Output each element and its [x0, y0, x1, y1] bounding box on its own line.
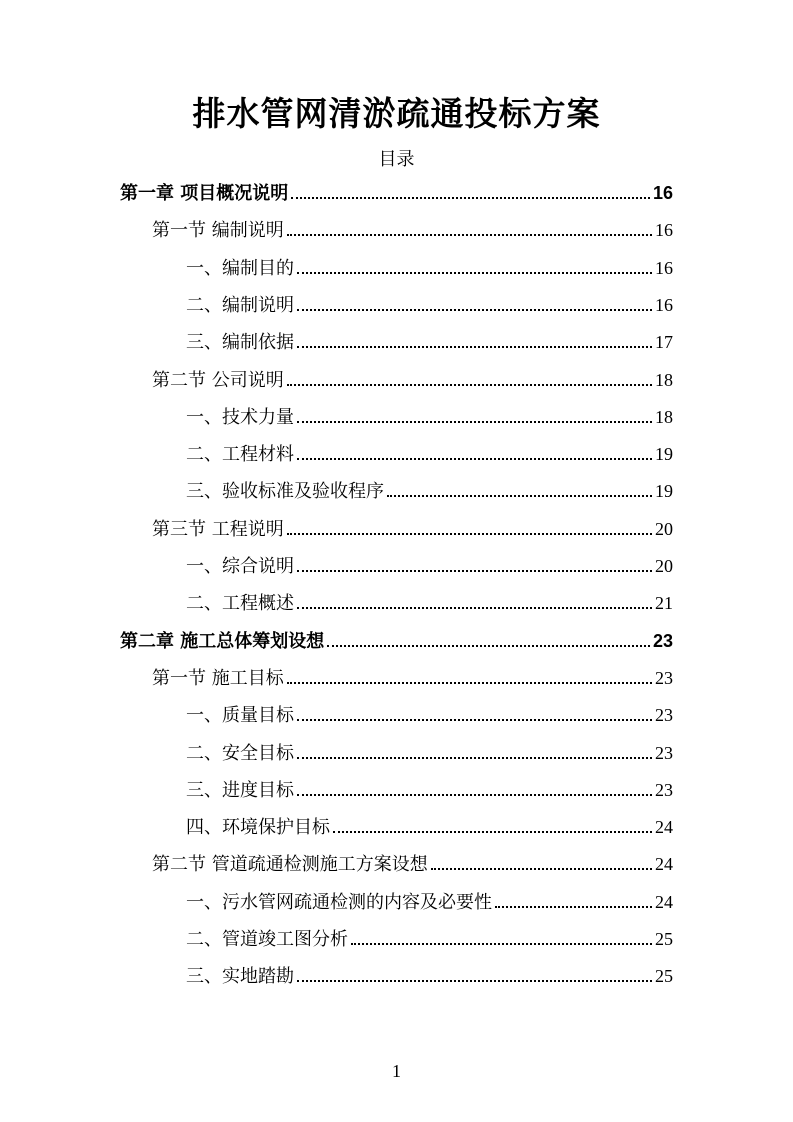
toc-dot-leader — [297, 458, 652, 460]
toc-entry-page: 23 — [652, 630, 673, 651]
toc-entry-page: 23 — [655, 667, 673, 688]
toc-entry-label: 二、管道竣工图分析 — [186, 929, 348, 950]
toc-dot-leader — [297, 421, 652, 423]
toc-entry-section[interactable] — [152, 218, 673, 242]
toc-entry-label: 第二章 施工总体筹划设想 — [120, 630, 325, 652]
toc-entry-item[interactable] — [186, 591, 673, 615]
toc-entry-page: 16 — [655, 257, 673, 278]
toc-entry-section[interactable] — [152, 666, 673, 690]
document-title: 排水管网清淤疏通投标方案 — [192, 94, 601, 133]
toc-entry-page: 25 — [655, 929, 673, 949]
toc-entry-page: 23 — [655, 742, 673, 763]
toc-dot-leader — [287, 682, 652, 684]
toc-entry-item[interactable] — [186, 741, 673, 765]
toc-dot-leader — [297, 719, 652, 721]
toc-dot-leader — [297, 980, 652, 982]
toc-dot-leader — [297, 607, 652, 609]
toc-entry-item[interactable] — [186, 479, 673, 503]
toc-dot-leader — [297, 309, 652, 311]
toc-entry-label: 三、编制依据 — [186, 332, 294, 354]
toc-entry-page: 19 — [655, 481, 673, 502]
toc-entry-page: 24 — [655, 817, 673, 838]
toc-entry-page: 18 — [655, 369, 673, 390]
toc-entry-label: 一、污水管网疏通检测的内容及必要性 — [186, 891, 492, 913]
toc-entry-page: 24 — [655, 854, 673, 875]
toc-entry-label: 第二节 管道疏通检测施工方案设想 — [152, 854, 428, 876]
toc-entry-item[interactable] — [186, 815, 673, 839]
toc-entry-page: 23 — [655, 705, 673, 726]
toc-dot-leader — [495, 906, 652, 908]
toc-entry-page: 20 — [655, 518, 673, 539]
toc-entry-item[interactable] — [186, 293, 673, 317]
toc-entry-page: 16 — [655, 294, 673, 315]
toc-dot-leader — [291, 197, 650, 199]
toc-entry-label: 第三节 工程说明 — [152, 518, 284, 540]
toc-entry-page: 16 — [655, 220, 673, 241]
toc-entry-item[interactable] — [186, 927, 673, 951]
toc-entry-section[interactable] — [152, 852, 673, 876]
toc-dot-leader — [327, 645, 650, 647]
toc-dot-leader — [297, 346, 652, 348]
toc-entry-label: 一、综合说明 — [186, 556, 294, 577]
toc-entry-label: 第二节 公司说明 — [152, 369, 284, 391]
toc-entry-page: 25 — [655, 966, 673, 987]
toc-entry-page: 24 — [655, 891, 673, 912]
toc-dot-leader — [297, 794, 652, 796]
toc-entry-label: 一、质量目标 — [186, 705, 294, 727]
toc-entry-chapter[interactable] — [120, 629, 673, 653]
toc-heading: 目录 — [378, 149, 415, 170]
page-number: 1 — [392, 1061, 401, 1081]
toc-entry-item[interactable] — [186, 442, 673, 466]
toc-dot-leader — [287, 533, 652, 535]
toc-dot-leader — [351, 943, 652, 945]
toc-dot-leader — [287, 384, 652, 386]
toc-entry-item[interactable] — [186, 256, 673, 280]
toc-entry-page: 20 — [655, 556, 673, 576]
toc-entry-chapter[interactable] — [120, 181, 673, 205]
toc-entry-label: 第一章 项目概况说明 — [120, 183, 289, 204]
toc-entry-item[interactable] — [186, 405, 673, 429]
toc-dot-leader — [297, 272, 652, 274]
toc-entry-label: 一、编制目的 — [186, 257, 294, 279]
toc-entry-label: 第一节 编制说明 — [152, 220, 284, 242]
toc-entry-label: 第一节 施工目标 — [152, 667, 284, 689]
toc-entry-label: 一、技术力量 — [186, 406, 294, 428]
toc-entry-section[interactable] — [152, 517, 673, 541]
toc-entry-page: 17 — [655, 332, 673, 353]
toc-entry-label: 二、编制说明 — [186, 294, 294, 316]
toc-entry-item[interactable] — [186, 778, 673, 802]
toc-entry-page: 16 — [652, 183, 673, 203]
toc-entry-label: 四、环境保护目标 — [186, 817, 330, 839]
toc-entry-item[interactable] — [186, 703, 673, 727]
toc-entry-item[interactable] — [186, 890, 673, 914]
toc-dot-leader — [387, 495, 652, 497]
toc-entry-page: 18 — [655, 406, 673, 427]
toc-entry-section[interactable] — [152, 368, 673, 392]
toc-entry-page: 21 — [655, 593, 673, 614]
toc-entry-label: 二、工程概述 — [186, 593, 294, 615]
toc-dot-leader — [297, 757, 652, 759]
toc-entry-page: 19 — [655, 444, 673, 465]
toc-dot-leader — [297, 570, 652, 572]
toc-entry-item[interactable] — [186, 554, 673, 578]
toc-entry-page: 23 — [655, 779, 673, 800]
toc-entry-item[interactable] — [186, 330, 673, 354]
toc-dot-leader — [333, 831, 652, 833]
toc-entry-label: 二、安全目标 — [186, 742, 294, 764]
toc-entry-label: 三、验收标准及验收程序 — [186, 481, 384, 503]
toc-entry-item[interactable] — [186, 964, 673, 988]
toc-dot-leader — [431, 868, 652, 870]
toc-entry-label: 三、实地踏勘 — [186, 966, 294, 988]
toc-entry-label: 三、进度目标 — [186, 779, 294, 801]
toc-dot-leader — [287, 234, 652, 236]
toc-entry-label: 二、工程材料 — [186, 444, 294, 466]
